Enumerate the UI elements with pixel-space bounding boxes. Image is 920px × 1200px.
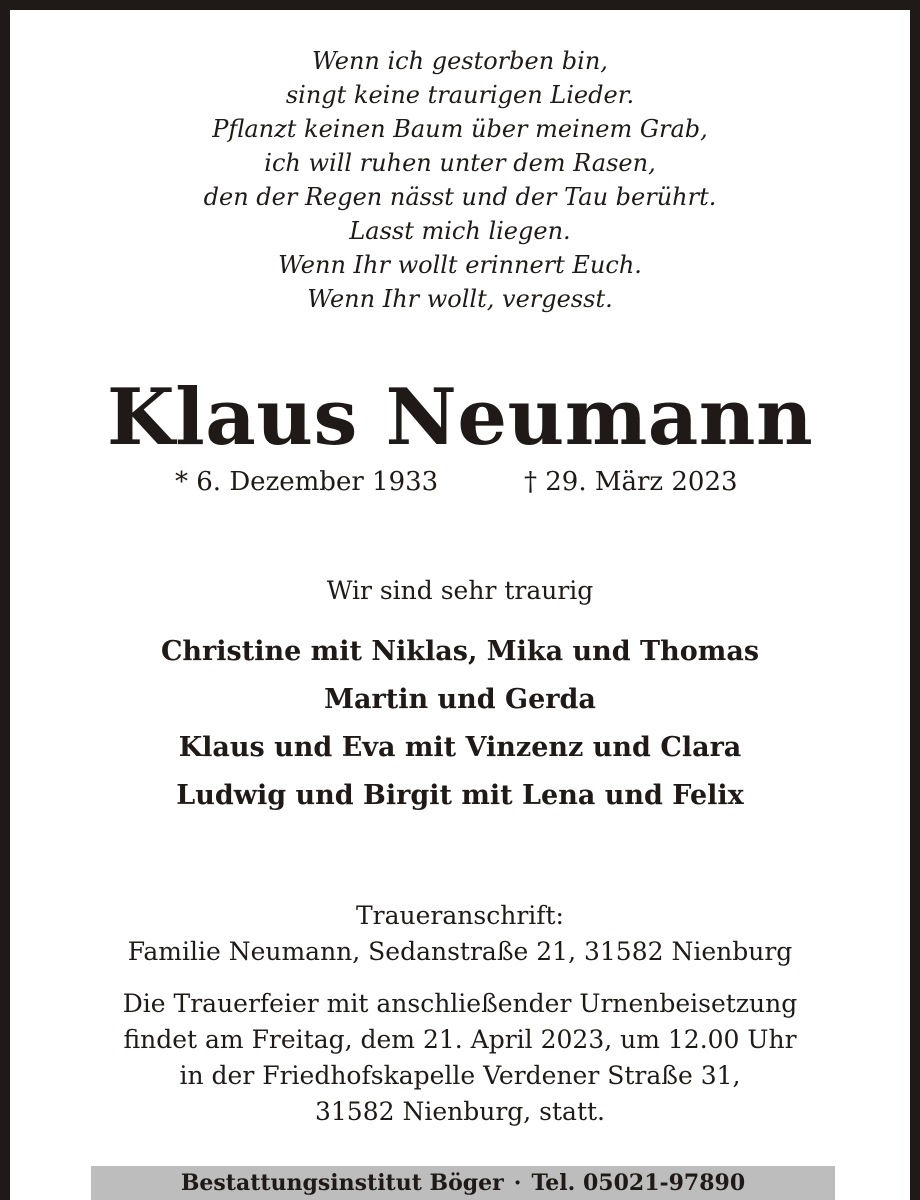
family-line: Martin und Gerda xyxy=(324,684,596,715)
ceremony-line: Die Trauerfeier mit anschließender Urnenbeisetzung xyxy=(122,989,798,1018)
mourning-statement: Wir sind sehr traurig xyxy=(326,576,594,605)
poem-line: ich will ruhen unter dem Rasen, xyxy=(264,149,656,177)
mourning-address: Familie Neumann, Sedanstraße 21, 31582 Nienburg xyxy=(127,937,793,966)
footer-separator: · xyxy=(513,1170,522,1196)
ceremony-line: findet am Freitag, dem 21. April 2023, um 12.00 Uhr xyxy=(123,1025,797,1054)
birth-date: * 6. Dezember 1933 xyxy=(175,467,439,497)
ceremony-line: 31582 Nienburg, statt. xyxy=(314,1097,605,1126)
address-label: Traueranschrift: xyxy=(356,901,564,930)
family-line: Christine mit Niklas, Mika und Thomas xyxy=(160,636,760,667)
ceremony-line: in der Friedhofskapelle Verdener Straße 31, xyxy=(179,1061,741,1090)
ceremony-notice xyxy=(0,986,920,1130)
poem xyxy=(0,44,920,316)
poem-line: singt keine traurigen Lieder. xyxy=(285,81,635,109)
family-line: Ludwig und Birgit mit Lena und Felix xyxy=(176,780,744,811)
poem-line: Wenn Ihr wollt erinnert Euch. xyxy=(278,251,642,279)
funeral-home-name: Bestattungsinstitut Böger xyxy=(180,1170,504,1196)
deceased-name: Klaus Neumann xyxy=(106,372,814,463)
family-line: Klaus und Eva mit Vinzenz und Clara xyxy=(178,732,742,763)
death-date: † 29. März 2023 xyxy=(524,467,738,497)
poem-line: den der Regen nässt und der Tau berührt. xyxy=(203,183,717,211)
funeral-home-footer xyxy=(91,1166,835,1200)
funeral-home-phone: Tel. 05021-97890 xyxy=(531,1170,746,1196)
family-list xyxy=(0,628,920,820)
poem-line: Wenn ich gestorben bin, xyxy=(312,47,608,75)
poem-line: Pflanzt keinen Baum über meinem Grab, xyxy=(212,115,708,143)
poem-line: Wenn Ihr wollt, vergesst. xyxy=(307,285,613,313)
poem-line: Lasst mich liegen. xyxy=(349,217,571,245)
